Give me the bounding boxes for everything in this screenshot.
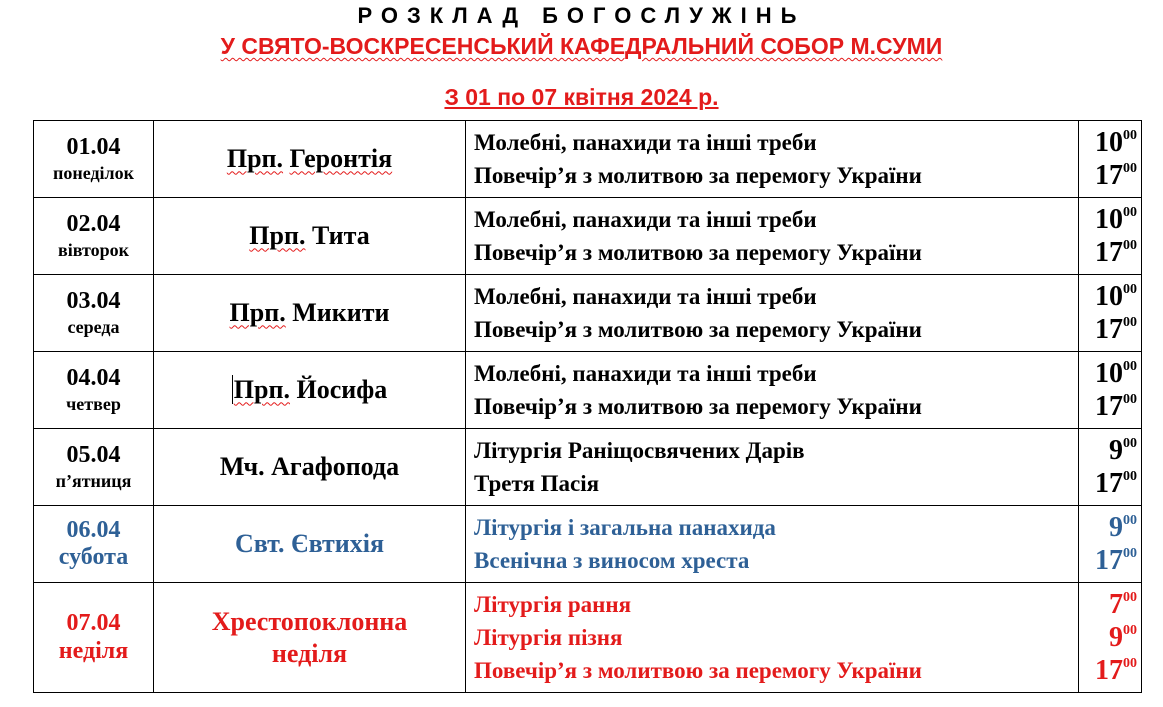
saint-name: Микити	[292, 298, 390, 328]
services-cell	[466, 429, 1079, 506]
service-item: Повечір’я з молитвою за перемогу України	[474, 317, 922, 342]
saint-name: Йосифа	[296, 375, 388, 405]
service-item: Повечір’я з молитвою за перемогу України	[474, 658, 922, 683]
date-cell	[34, 121, 154, 198]
service-item: Третя Пасія	[474, 471, 600, 496]
weekday: п’ятниця	[55, 471, 132, 492]
times-cell	[1079, 429, 1142, 506]
service-time	[1079, 159, 1137, 192]
service-time	[1079, 390, 1137, 423]
saint-cell	[154, 275, 466, 352]
times-cell	[1079, 121, 1142, 198]
saint-line: Хрестопоклонна	[211, 607, 408, 637]
time-minutes: 00	[1123, 359, 1137, 374]
saint-prefix: Свт.	[234, 529, 285, 559]
time-minutes: 00	[1123, 513, 1137, 528]
service-item: Молебні, панахиди та інші треби	[474, 207, 817, 232]
time-minutes: 00	[1123, 469, 1137, 484]
time-hour: 17	[1095, 545, 1123, 576]
time-minutes: 00	[1123, 205, 1137, 220]
saint-prefix: Прп.	[226, 144, 284, 174]
service-item: Повечір’я з молитвою за перемогу України	[474, 240, 922, 265]
weekday: субота	[58, 544, 129, 570]
table-row	[34, 583, 1142, 693]
time-hour: 9	[1109, 622, 1123, 653]
date-cell	[34, 198, 154, 275]
service-item: Молебні, панахиди та інші треби	[474, 361, 817, 386]
time-hour: 17	[1095, 314, 1123, 345]
times-cell	[1079, 506, 1142, 583]
time-minutes: 00	[1123, 546, 1137, 561]
service-item: Молебні, панахиди та інші треби	[474, 284, 817, 309]
service-item: Літургія Раніщосвячених Дарів	[474, 438, 805, 463]
time-minutes: 00	[1123, 436, 1137, 451]
subtitle-text: У СВЯТО-ВОСКРЕСЕНСЬКИЙ КАФЕДРАЛЬНИЙ СОБОР М.СУМИ	[220, 33, 943, 59]
service-time	[1079, 621, 1137, 654]
saint-cell	[154, 429, 466, 506]
time-hour: 17	[1095, 391, 1123, 422]
date-cell	[34, 275, 154, 352]
service-item: Повечір’я з молитвою за перемогу України	[474, 163, 922, 188]
day-date: 04.04	[66, 364, 121, 391]
date-range-text: З 01 по 07 квітня 2024 р.	[444, 84, 719, 110]
service-item: Літургія і загальна панахида	[474, 515, 776, 540]
saint-name: Євтихія	[290, 529, 385, 559]
saint-cell	[154, 198, 466, 275]
service-time	[1079, 588, 1137, 621]
time-hour: 17	[1095, 655, 1123, 686]
service-time	[1079, 654, 1137, 687]
time-minutes: 00	[1123, 656, 1137, 671]
time-hour: 17	[1095, 468, 1123, 499]
services-cell	[466, 583, 1079, 693]
saint-cell[interactable]	[154, 352, 466, 429]
service-time	[1079, 313, 1137, 346]
time-hour: 9	[1109, 512, 1123, 543]
day-date: 02.04	[66, 210, 121, 237]
time-hour: 10	[1095, 358, 1123, 389]
weekday: четвер	[66, 394, 121, 415]
times-cell	[1079, 275, 1142, 352]
time-minutes: 00	[1123, 315, 1137, 330]
date-cell	[34, 352, 154, 429]
schedule-table	[33, 120, 1142, 693]
time-hour: 10	[1095, 281, 1123, 312]
saint-prefix: Мч.	[219, 452, 265, 482]
time-minutes: 00	[1123, 128, 1137, 143]
table-row	[34, 429, 1142, 506]
weekday: понеділок	[52, 163, 135, 184]
date-cell	[34, 429, 154, 506]
date-cell	[34, 583, 154, 693]
saint-cell	[154, 506, 466, 583]
service-time	[1079, 126, 1137, 159]
day-date: 07.04	[66, 610, 121, 637]
time-hour: 17	[1095, 160, 1123, 191]
service-time	[1079, 544, 1137, 577]
service-item: Літургія пізня	[474, 625, 623, 650]
day-date: 01.04	[66, 133, 121, 160]
day-date: 03.04	[66, 287, 121, 314]
service-item: Молебні, панахиди та інші треби	[474, 130, 817, 155]
time-hour: 9	[1109, 435, 1123, 466]
service-item: Літургія рання	[474, 592, 632, 617]
service-time	[1079, 511, 1137, 544]
time-hour: 10	[1095, 204, 1123, 235]
times-cell	[1079, 583, 1142, 693]
saint-cell	[154, 121, 466, 198]
weekday: вівторок	[58, 240, 129, 261]
service-time	[1079, 280, 1137, 313]
services-cell	[466, 506, 1079, 583]
saint-prefix: Прп.	[233, 375, 290, 405]
saint-prefix: Прп.	[229, 298, 286, 328]
saint-name: Геронтія	[289, 144, 393, 174]
table-row	[34, 506, 1142, 583]
service-time	[1079, 467, 1137, 500]
table-row	[34, 352, 1142, 429]
time-hour: 7	[1109, 589, 1123, 620]
service-item: Всенічна з виносом хреста	[474, 548, 750, 573]
time-hour: 10	[1095, 127, 1123, 158]
table-row	[34, 198, 1142, 275]
service-time	[1079, 434, 1137, 467]
time-minutes: 00	[1123, 282, 1137, 297]
table-row	[34, 121, 1142, 198]
weekday: середа	[67, 317, 120, 338]
saint-name: Тита	[311, 221, 370, 251]
day-date: 05.04	[66, 441, 121, 468]
weekday: неділя	[58, 637, 129, 664]
cathedral-subtitle	[0, 33, 1163, 60]
time-minutes: 00	[1123, 161, 1137, 176]
service-time	[1079, 357, 1137, 390]
saint-line: неділя	[271, 638, 348, 668]
saint-name: Агафопода	[271, 452, 400, 482]
services-cell	[466, 352, 1079, 429]
day-date: 06.04	[66, 516, 121, 543]
saint-cell	[154, 583, 466, 693]
service-item: Повечір’я з молитвою за перемогу України	[474, 394, 922, 419]
services-cell	[466, 121, 1079, 198]
page-title: РОЗКЛАД БОГОСЛУЖІНЬ	[357, 3, 806, 28]
table-row	[34, 275, 1142, 352]
times-cell	[1079, 198, 1142, 275]
time-hour: 17	[1095, 237, 1123, 268]
service-time	[1079, 203, 1137, 236]
saint-prefix: Прп.	[249, 221, 306, 251]
services-cell	[466, 198, 1079, 275]
service-time	[1079, 236, 1137, 269]
times-cell	[1079, 352, 1142, 429]
date-cell	[34, 506, 154, 583]
date-range	[0, 84, 1163, 111]
time-minutes: 00	[1123, 392, 1137, 407]
time-minutes: 00	[1123, 238, 1137, 253]
services-cell	[466, 275, 1079, 352]
time-minutes: 00	[1123, 623, 1137, 638]
time-minutes: 00	[1123, 590, 1137, 605]
